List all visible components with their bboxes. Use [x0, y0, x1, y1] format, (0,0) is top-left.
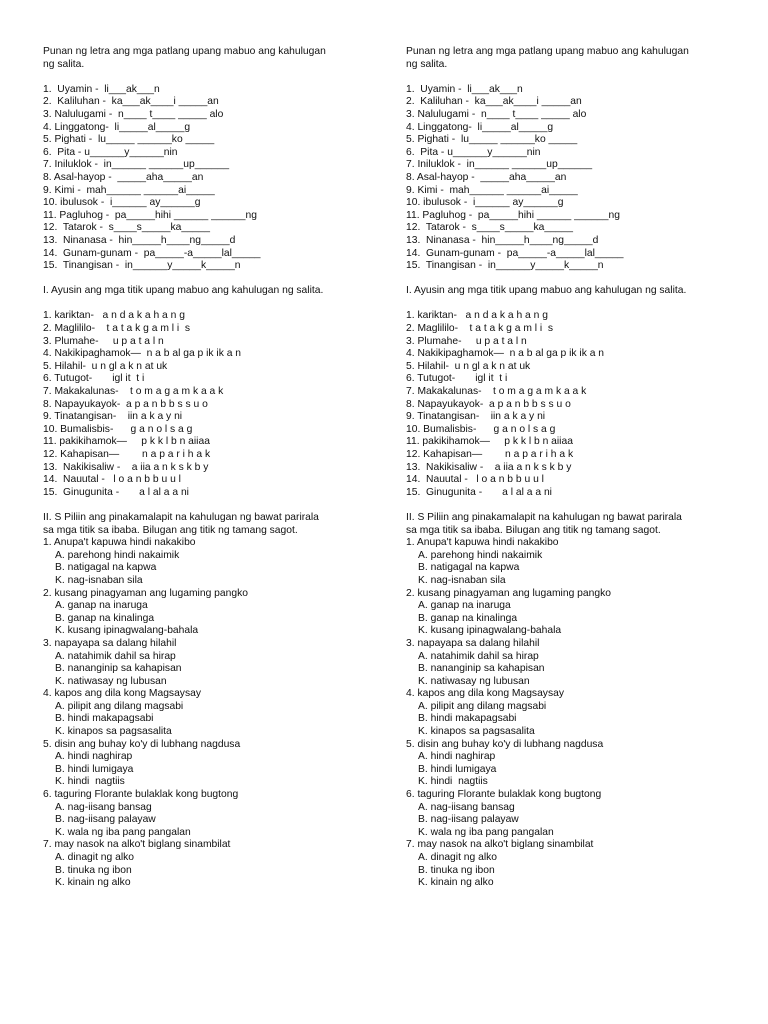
answer-option: K. natiwasay ng lubusan — [418, 675, 530, 687]
question-text: 2. kusang pinagyaman ang lugaming pangko — [406, 587, 611, 599]
fill-item: 9. Kimi - mah______ ______ai_____ — [406, 184, 578, 196]
fill-item: 4. Linggatong- li_____al_____g — [43, 121, 191, 133]
instruction-text: ng salita. — [406, 58, 448, 70]
scramble-item: 7. Makakalunas- t o m a g a m k a a k — [43, 386, 224, 398]
fill-item: 11. Pagluhog - pa_____hihi ______ ______ng — [43, 209, 257, 221]
answer-option: K. kinain ng alko — [418, 877, 494, 889]
scramble-item: 9. Tinatangisan- iin a k a y ni — [43, 411, 183, 423]
worksheet-column-right — [406, 46, 751, 890]
scramble-item: 10. Bumalisbis- g a n o l s a g — [406, 423, 556, 435]
fill-item: 5. Pighati - lu_____ ______ko _____ — [406, 134, 578, 146]
answer-option: A. pilipit ang dilang magsabi — [418, 700, 547, 712]
answer-option: A. dinagit ng alko — [418, 852, 497, 863]
spacer — [43, 71, 388, 84]
scramble-item: 11. pakikihamok— p k k l b n aiiaa — [406, 436, 573, 448]
scramble-item: 7. Makakalunas- t o m a g a m k a a k — [406, 386, 587, 398]
scramble-item: 2. Maglililo- t a t a k g a m l i s — [406, 323, 554, 335]
answer-option: A. parehong hindi nakaimik — [418, 549, 543, 561]
scramble-item: 14. Nauutal - l o a n b b u u l — [406, 474, 544, 486]
answer-option: B. natigagal na kapwa — [55, 562, 157, 574]
instruction-text: Punan ng letra ang mga patlang upang mabuo ang kahulugan — [406, 46, 689, 57]
spacer — [406, 298, 751, 311]
scramble-item: 12. Kahapisan— n a p a r i h a k — [406, 449, 574, 460]
fill-item: 9. Kimi - mah______ ______ai_____ — [43, 184, 215, 196]
fill-item: 14. Gunam-gunam - pa_____-a_____lal_____ — [43, 247, 261, 259]
answer-option: B. hindi makapagsabi — [418, 713, 517, 725]
scramble-item: 4. Nakikipaghamok— n a b al ga p ik ik a n — [43, 348, 242, 360]
scramble-item: 11. pakikihamok— p k k l b n aiiaa — [43, 436, 210, 448]
scramble-item: 5. Hilahil- u n gl a k n at uk — [43, 360, 168, 372]
answer-option: A. pilipit ang dilang magsabi — [55, 700, 184, 712]
scramble-item: 10. Bumalisbis- g a n o l s a g — [43, 423, 193, 435]
answer-option: B. tinuka ng ibon — [55, 864, 132, 876]
answer-option: A. natahimik dahil sa hirap — [55, 650, 176, 662]
scramble-item: 8. Napayukayok- a p a n b b s s u o — [43, 398, 208, 410]
answer-option: B. nag-iisang palayaw — [418, 814, 519, 826]
fill-item: 2. Kaliluhan - ka___ak____i _____an — [406, 96, 582, 108]
fill-item: 5. Pighati - lu_____ ______ko _____ — [43, 134, 215, 146]
fill-item: 12. Tatarok - s____s_____ka_____ — [406, 222, 573, 234]
section-title: II. S Piliin ang pinakamalapit na kahulugan ng bawat parirala — [43, 511, 319, 523]
scramble-item: 9. Tinatangisan- iin a k a y ni — [406, 411, 546, 423]
fill-item: 11. Pagluhog - pa_____hihi ______ ______ng — [406, 209, 620, 221]
fill-item: 6. Pita - u______y______nin — [406, 146, 541, 158]
question-text: 6. taguring Florante bulaklak kong bugtong — [43, 789, 239, 801]
scramble-item: 5. Hilahil- u n gl a k n at uk — [406, 360, 531, 372]
answer-option: B. natigagal na kapwa — [418, 562, 520, 574]
section-title: sa mga titik sa ibaba. Bilugan ang titik ng tamang sagot. — [43, 524, 298, 536]
question-text: 1. Anupa't kapuwa hindi nakakibo — [406, 537, 559, 549]
question-text: 1. Anupa't kapuwa hindi nakakibo — [43, 537, 196, 549]
instruction-text: Punan ng letra ang mga patlang upang mabuo ang kahulugan — [43, 46, 326, 57]
fill-item: 6. Pita - u______y______nin — [43, 146, 178, 158]
scramble-item: 2. Maglililo- t a t a k g a m l i s — [43, 323, 191, 335]
answer-option: K. kusang ipinagwalang-bahala — [55, 625, 199, 637]
fill-item: 2. Kaliluhan - ka___ak____i _____an — [43, 96, 219, 108]
question-text: 4. kapos ang dila kong Magsaysay — [43, 688, 201, 700]
scramble-item: 3. Plumahe- u p a t a l n — [406, 335, 527, 347]
question-text: 7. may nasok na alko't biglang sinambilat — [43, 839, 231, 851]
scramble-item: 6. Tutugot- igl it t i — [43, 373, 145, 385]
spacer — [43, 499, 388, 512]
fill-item: 3. Nalulugami - n____ t____ _____ alo — [406, 108, 587, 120]
answer-option: B. ganap na kinalinga — [55, 612, 155, 624]
answer-option: A. ganap na inaruga — [55, 600, 148, 612]
scramble-item: 15. Ginugunita - a l al a a ni — [43, 486, 189, 498]
section-title: I. Ayusin ang mga titik upang mabuo ang kahulugan ng salita. — [406, 285, 687, 297]
worksheet-column-left — [43, 46, 388, 890]
answer-option: K. natiwasay ng lubusan — [55, 675, 167, 687]
fill-item: 13. Ninanasa - hin_____h____ng_____d — [406, 234, 599, 246]
fill-item: 7. Iniluklok - in______ ______up______ — [406, 159, 593, 171]
scramble-item: 14. Nauutal - l o a n b b u u l — [43, 474, 181, 486]
fill-item: 8. Asal-hayop - _____aha_____an — [43, 171, 204, 183]
scramble-item: 8. Napayukayok- a p a n b b s s u o — [406, 398, 571, 410]
instruction-text: ng salita. — [43, 58, 85, 70]
question-text: 3. napayapa sa dalang hilahil — [43, 637, 177, 649]
fill-item: 12. Tatarok - s____s_____ka_____ — [43, 222, 210, 234]
question-text: 5. disin ang buhay ko'y di lubhang nagdusa — [43, 738, 241, 750]
answer-option: K. nag-isnaban sila — [418, 574, 506, 586]
scramble-item: 1. kariktan- a n d a k a h a n g — [406, 310, 548, 322]
fill-item: 13. Ninanasa - hin_____h____ng_____d — [43, 234, 236, 246]
fill-item: 14. Gunam-gunam - pa_____-a_____lal_____ — [406, 247, 624, 259]
fill-item: 7. Iniluklok - in______ ______up______ — [43, 159, 230, 171]
answer-option: B. hindi lumigaya — [55, 763, 134, 775]
answer-option: A. hindi naghirap — [55, 751, 133, 763]
answer-option: B. tinuka ng ibon — [418, 864, 495, 876]
fill-item: 3. Nalulugami - n____ t____ _____ alo — [43, 108, 224, 120]
spacer — [406, 71, 751, 84]
answer-option: A. nag-iisang bansag — [55, 801, 152, 813]
answer-option: A. ganap na inaruga — [418, 600, 511, 612]
question-text: 7. may nasok na alko't biglang sinambilat — [406, 839, 594, 851]
fill-item: 4. Linggatong- li_____al_____g — [406, 121, 554, 133]
fill-item: 8. Asal-hayop - _____aha_____an — [406, 171, 567, 183]
scramble-item: 4. Nakikipaghamok— n a b al ga p ik ik a n — [406, 348, 605, 360]
answer-option: A. nag-iisang bansag — [418, 801, 515, 813]
fill-item: 15. Tinangisan - in______y_____k_____n — [43, 260, 241, 272]
question-text: 5. disin ang buhay ko'y di lubhang nagdusa — [406, 738, 604, 750]
question-text: 4. kapos ang dila kong Magsaysay — [406, 688, 564, 700]
fill-item: 15. Tinangisan - in______y_____k_____n — [406, 260, 604, 272]
answer-option: A. dinagit ng alko — [55, 852, 134, 863]
answer-option: B. hindi lumigaya — [418, 763, 497, 775]
question-text: 2. kusang pinagyaman ang lugaming pangko — [43, 587, 248, 599]
question-text: 6. taguring Florante bulaklak kong bugtong — [406, 789, 602, 801]
fill-item: 1. Uyamin - li___ak___n — [406, 83, 523, 95]
answer-option: A. hindi naghirap — [418, 751, 496, 763]
section-title: sa mga titik sa ibaba. Bilugan ang titik ng tamang sagot. — [406, 524, 661, 536]
answer-option: K. hindi nagtiis — [55, 776, 125, 788]
question-text: 3. napayapa sa dalang hilahil — [406, 637, 540, 649]
scramble-item: 12. Kahapisan— n a p a r i h a k — [43, 449, 211, 460]
scramble-item: 13. Nakikisaliw - a iia a n k s k b y — [406, 461, 572, 473]
section-title: I. Ayusin ang mga titik upang mabuo ang kahulugan ng salita. — [43, 285, 324, 297]
answer-option: B. nananginip sa kahapisan — [418, 663, 545, 675]
answer-option: K. kinapos sa pagsasalita — [55, 726, 172, 738]
answer-option: A. parehong hindi nakaimik — [55, 549, 180, 561]
scramble-item: 6. Tutugot- igl it t i — [406, 373, 508, 385]
fill-item: 10. ibulusok - i______ ay______g — [406, 197, 564, 209]
answer-option: K. kinain ng alko — [55, 877, 131, 889]
scramble-item: 3. Plumahe- u p a t a l n — [43, 335, 164, 347]
fill-item: 1. Uyamin - li___ak___n — [43, 83, 160, 95]
answer-option: K. hindi nagtiis — [418, 776, 488, 788]
scramble-item: 15. Ginugunita - a l al a a ni — [406, 486, 552, 498]
answer-option: B. ganap na kinalinga — [418, 612, 518, 624]
answer-option: B. nananginip sa kahapisan — [55, 663, 182, 675]
spacer — [43, 298, 388, 311]
spacer — [406, 499, 751, 512]
answer-option: B. nag-iisang palayaw — [55, 814, 156, 826]
answer-option: A. natahimik dahil sa hirap — [418, 650, 539, 662]
answer-option: K. kinapos sa pagsasalita — [418, 726, 535, 738]
section-title: II. S Piliin ang pinakamalapit na kahulugan ng bawat parirala — [406, 511, 682, 523]
answer-option: B. hindi makapagsabi — [55, 713, 154, 725]
answer-option: K. wala ng iba pang pangalan — [418, 826, 554, 838]
spacer — [43, 273, 388, 286]
answer-option: K. wala ng iba pang pangalan — [55, 826, 191, 838]
scramble-item: 1. kariktan- a n d a k a h a n g — [43, 310, 185, 322]
spacer — [406, 273, 751, 286]
answer-option: K. kusang ipinagwalang-bahala — [418, 625, 562, 637]
scramble-item: 13. Nakikisaliw - a iia a n k s k b y — [43, 461, 209, 473]
answer-option: K. nag-isnaban sila — [55, 574, 143, 586]
fill-item: 10. ibulusok - i______ ay______g — [43, 197, 201, 209]
